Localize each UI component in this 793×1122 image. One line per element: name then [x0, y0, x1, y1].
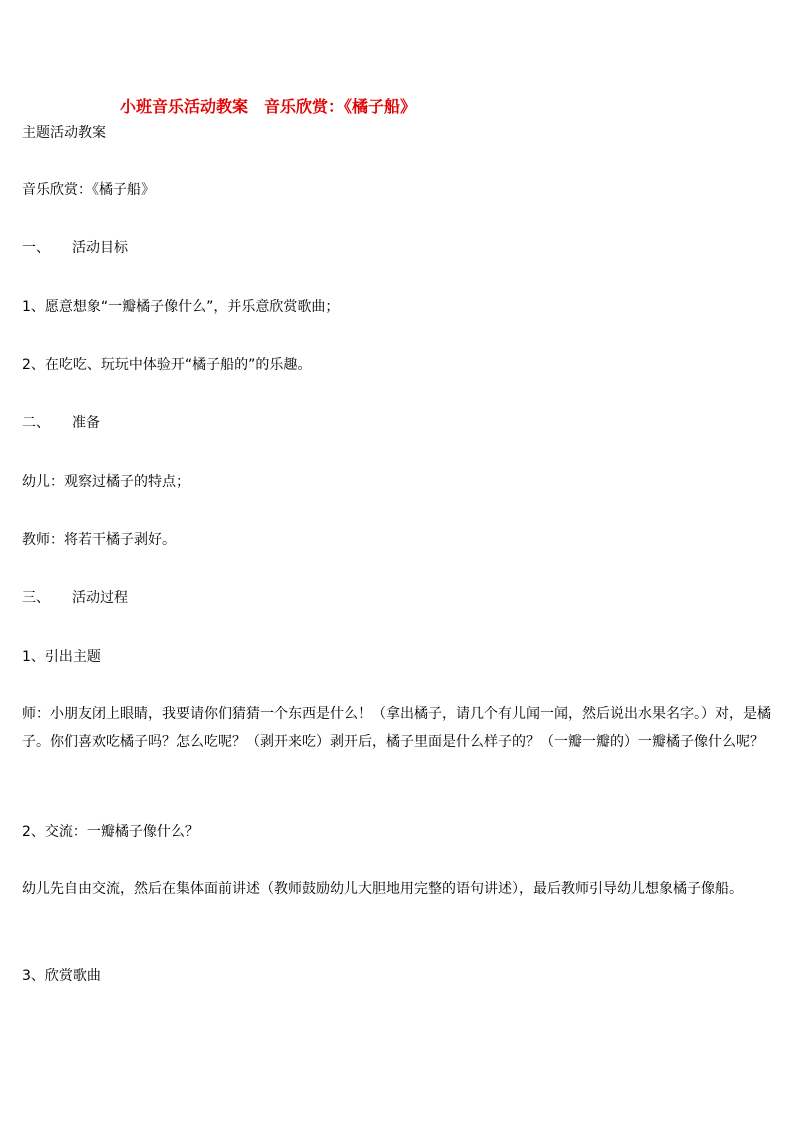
- goal-item-1: 1、愿意想象“一瓣橘子像什么”，并乐意欣赏歌曲；: [22, 299, 340, 315]
- step-2-title: 2、交流：一瓣橘子像什么？: [22, 824, 199, 840]
- section-heading-text: 活动目标: [72, 240, 128, 256]
- section-number: 三、: [22, 590, 50, 606]
- section-heading-process: [22, 589, 128, 607]
- step-3-title: 3、欣赏歌曲: [22, 968, 101, 984]
- step-2-paragraph: 幼儿先自由交流，然后在集体面前讲述（教师鼓励幼儿大胆地用完整的语句讲述），最后教师引导幼儿想象橘子像船。: [22, 881, 743, 897]
- section-number: 一、: [22, 240, 50, 256]
- section-number: 二、: [22, 415, 50, 431]
- step-1-paragraph: 师：小朋友闭上眼睛，我要请你们猜猜一个东西是什么！（拿出橘子，请几个有儿闻一闻，然后说出水果名字。）对，是橘子。你们喜欢吃橘子吗？怎么吃呢？（剥开来吃）剥开后，橘子里面是什么样子的？（一瓣一瓣的）一瓣橘子像什么呢？: [22, 706, 771, 750]
- step-1-title: 1、引出主题: [22, 649, 101, 665]
- prep-item-teacher: 教师：将若干橘子剥好。: [22, 532, 176, 548]
- document-title: 小班音乐活动教案 音乐欣赏：《橘子船》: [120, 97, 417, 116]
- music-title: 音乐欣赏：《橘子船》: [22, 182, 155, 198]
- prep-item-children: 幼儿：观察过橘子的特点；: [22, 474, 190, 490]
- section-heading-text: 准备: [72, 415, 100, 431]
- section-heading-text: 活动过程: [72, 590, 128, 606]
- section-heading-preparation: [22, 414, 100, 432]
- section-heading-goals: [22, 239, 128, 257]
- goal-item-2: 2、在吃吃、玩玩中体验开“橘子船的”的乐趣。: [22, 357, 312, 373]
- subtitle: 主题活动教案: [22, 125, 106, 141]
